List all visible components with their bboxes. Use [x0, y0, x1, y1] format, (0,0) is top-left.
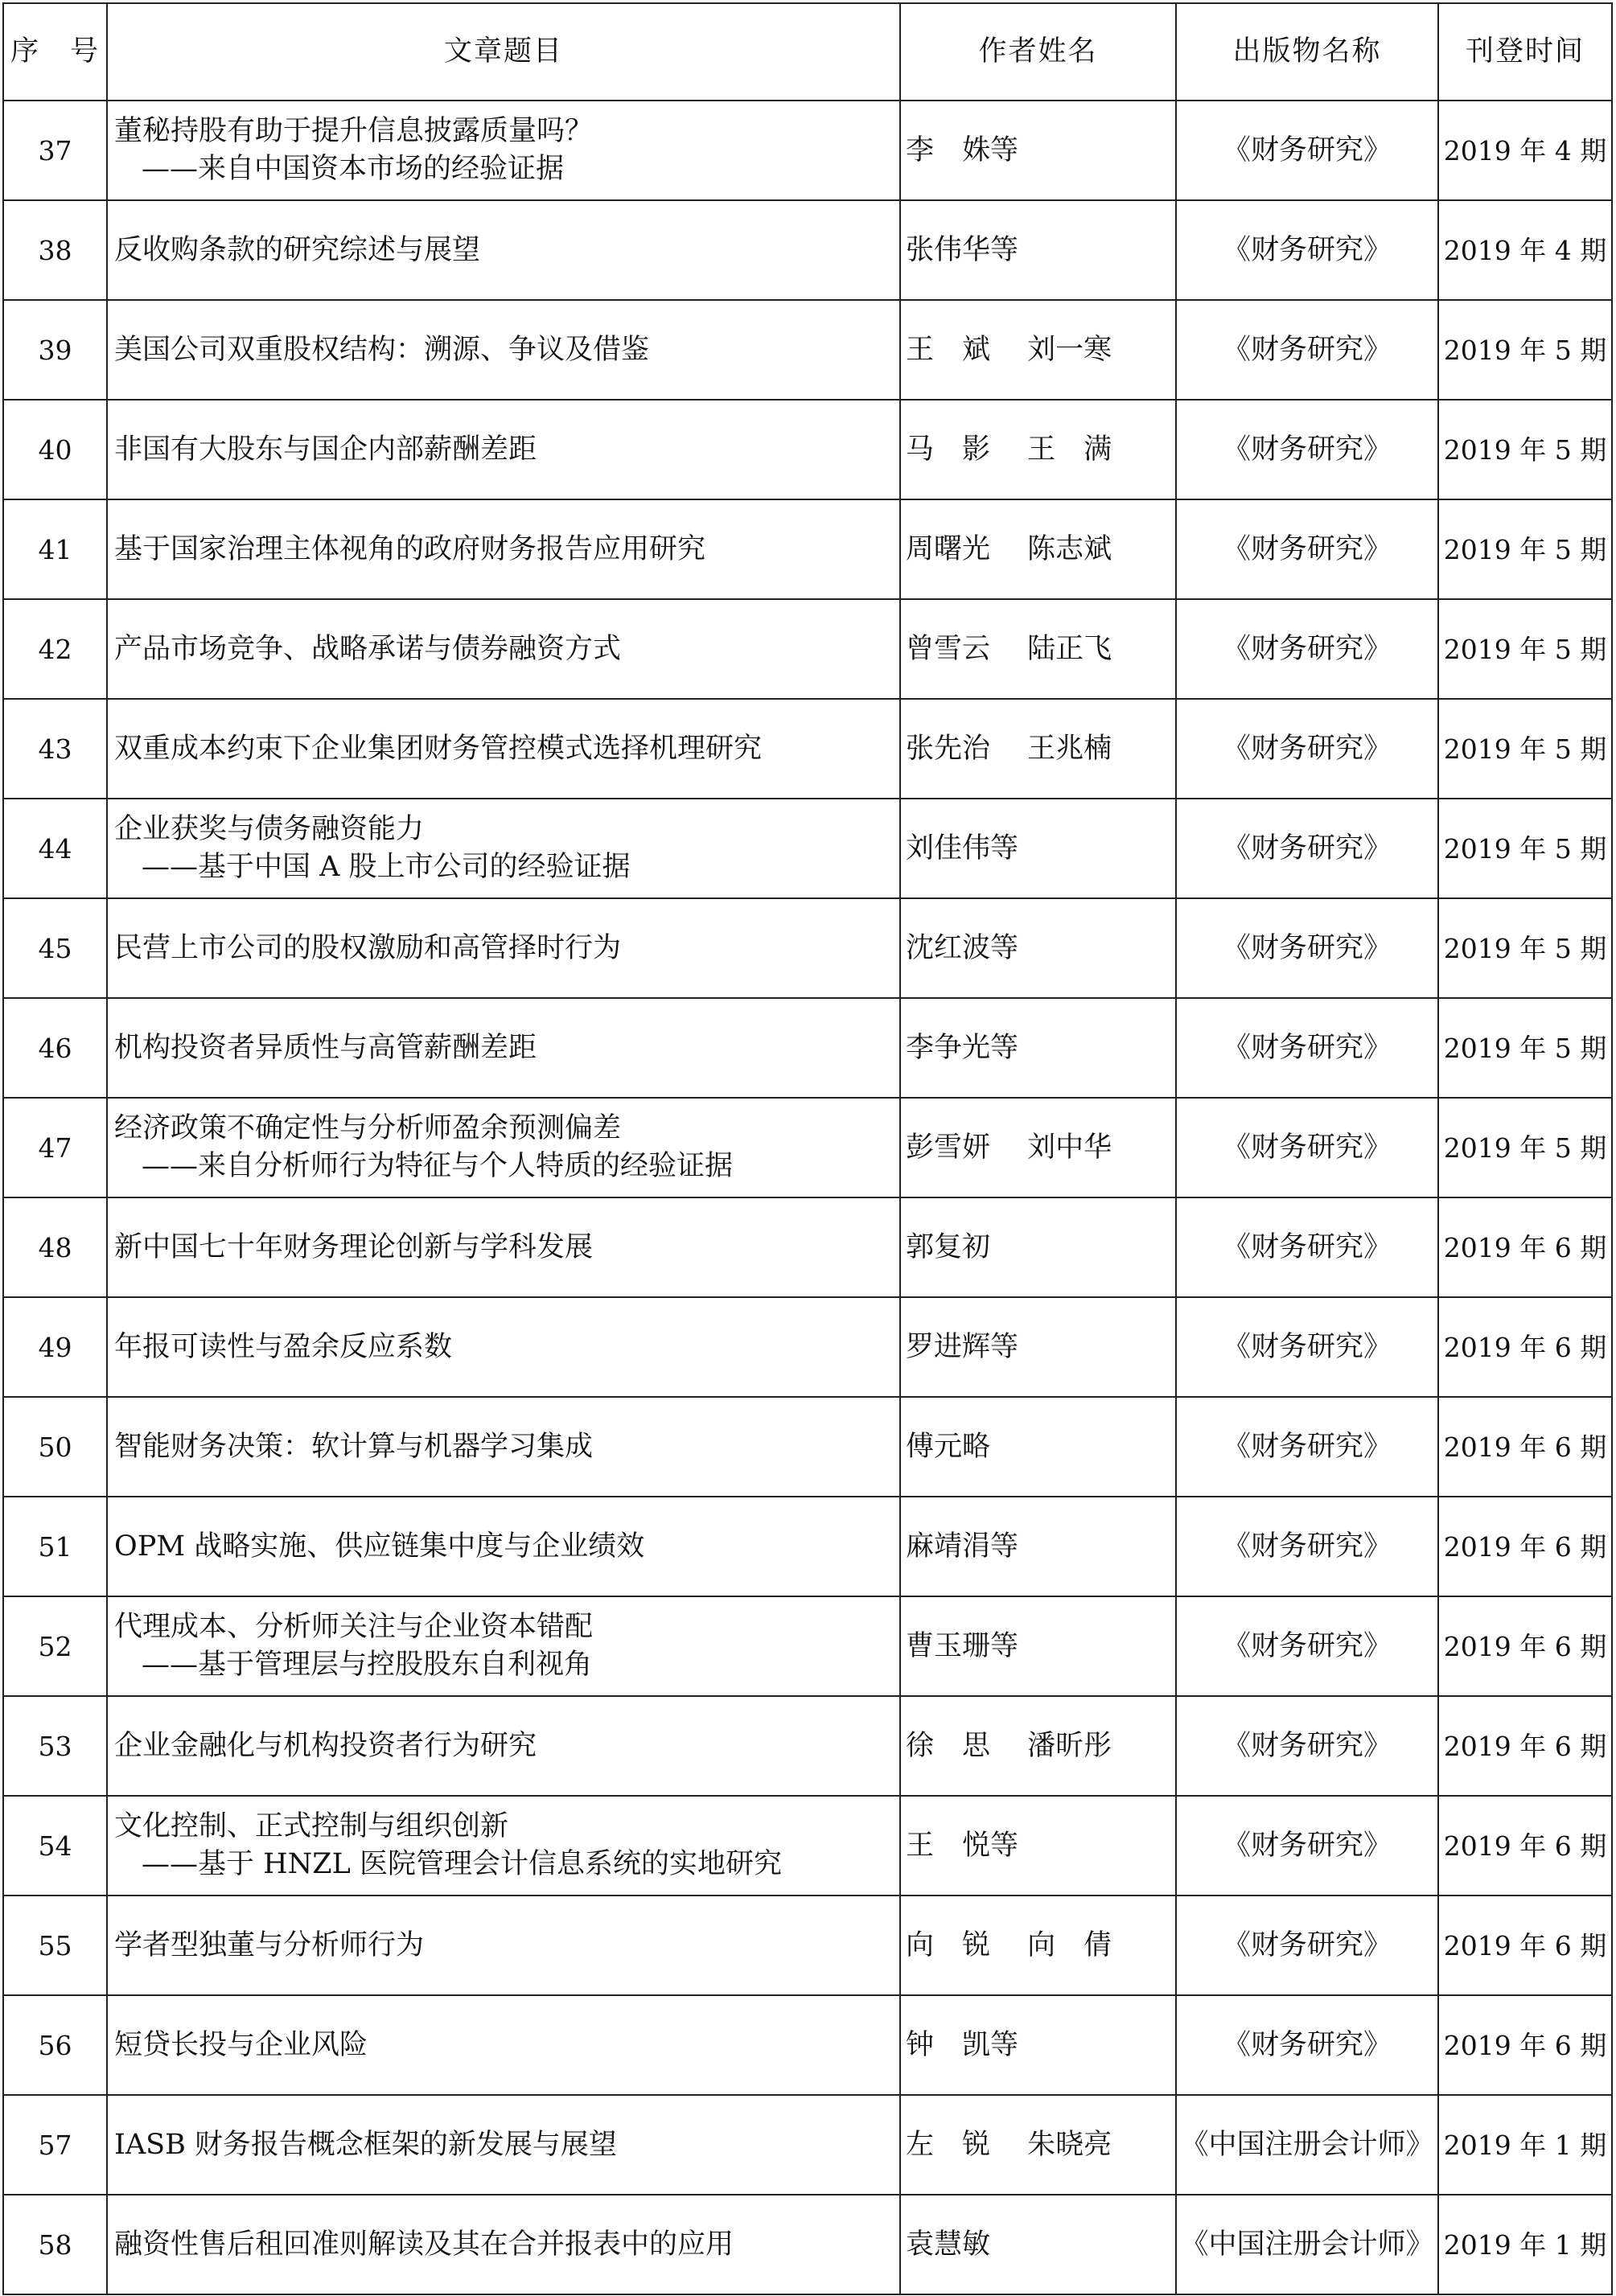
article-title-cell — [107, 699, 900, 799]
table-row — [3, 1098, 1612, 1197]
publication-name: 《财务研究》 — [1176, 699, 1438, 799]
row-number: 53 — [3, 1696, 107, 1796]
publish-date: 2019 年 6 期 — [1438, 1896, 1612, 1995]
author-name: 钟 凯等 — [900, 1995, 1176, 2095]
author-name: 王 斌 刘一寒 — [900, 300, 1176, 400]
article-title-cell — [107, 1397, 900, 1497]
article-title-cell — [107, 1596, 900, 1696]
publish-date: 2019 年 5 期 — [1438, 400, 1612, 499]
article-subtitle: ——基于 HNZL 医院管理会计信息系统的实地研究 — [142, 1848, 782, 1880]
article-title-cell — [107, 1098, 900, 1197]
publication-name: 《财务研究》 — [1176, 1397, 1438, 1497]
article-subtitle: ——基于管理层与控股股东自利视角 — [142, 1649, 593, 1681]
article-title: 文化控制、正式控制与组织创新 — [114, 1810, 509, 1842]
author-name: 曾雪云 陆正飞 — [900, 599, 1176, 699]
publication-name: 《财务研究》 — [1176, 1696, 1438, 1796]
article-title-cell — [107, 1696, 900, 1796]
table-row — [3, 599, 1612, 699]
article-title-cell — [107, 998, 900, 1098]
publication-name: 《中国注册会计师》 — [1176, 2095, 1438, 2195]
publish-date: 2019 年 5 期 — [1438, 699, 1612, 799]
table-row — [3, 799, 1612, 898]
table-row — [3, 499, 1612, 599]
article-title-cell — [107, 1896, 900, 1995]
publication-name: 《财务研究》 — [1176, 799, 1438, 898]
article-subtitle: ——基于中国 A 股上市公司的经验证据 — [142, 851, 631, 883]
table-row — [3, 1297, 1612, 1397]
row-number: 41 — [3, 499, 107, 599]
row-number: 52 — [3, 1596, 107, 1696]
article-title: 反收购条款的研究综述与展望 — [114, 233, 481, 266]
article-title: 基于国家治理主体视角的政府财务报告应用研究 — [114, 532, 706, 565]
author-name: 曹玉珊等 — [900, 1596, 1176, 1696]
table-row — [3, 898, 1612, 998]
row-number: 40 — [3, 400, 107, 499]
row-number: 48 — [3, 1197, 107, 1297]
publication-name: 《财务研究》 — [1176, 300, 1438, 400]
publication-name: 《财务研究》 — [1176, 1896, 1438, 1995]
article-title: 机构投资者异质性与高管薪酬差距 — [114, 1031, 537, 1064]
publication-name: 《财务研究》 — [1176, 1796, 1438, 1896]
article-title: 学者型独董与分析师行为 — [114, 1928, 425, 1961]
publish-date: 2019 年 6 期 — [1438, 1497, 1612, 1596]
author-name: 傅元略 — [900, 1397, 1176, 1497]
author-name: 张伟华等 — [900, 200, 1176, 300]
header-num: 序 号 — [3, 3, 107, 101]
row-number: 51 — [3, 1497, 107, 1596]
publish-date: 2019 年 6 期 — [1438, 1696, 1612, 1796]
author-name: 向 锐 向 倩 — [900, 1896, 1176, 1995]
publish-date: 2019 年 5 期 — [1438, 599, 1612, 699]
author-name: 徐 思 潘昕彤 — [900, 1696, 1176, 1796]
table-row — [3, 200, 1612, 300]
article-title: 智能财务决策：软计算与机器学习集成 — [114, 1430, 594, 1463]
row-number: 46 — [3, 998, 107, 1098]
publication-name: 《财务研究》 — [1176, 1197, 1438, 1297]
article-title: 代理成本、分析师关注与企业资本错配 — [114, 1611, 594, 1643]
header-row — [3, 3, 1612, 101]
article-title-cell — [107, 2195, 900, 2294]
table-row — [3, 1596, 1612, 1696]
publish-date: 2019 年 6 期 — [1438, 1397, 1612, 1497]
row-number: 47 — [3, 1098, 107, 1197]
article-title-cell — [107, 1197, 900, 1297]
header-date: 刊登时间 — [1438, 3, 1612, 101]
table-row — [3, 400, 1612, 499]
table-row — [3, 1197, 1612, 1297]
row-number: 37 — [3, 101, 107, 200]
article-title: 年报可读性与盈余反应系数 — [114, 1330, 453, 1363]
row-number: 54 — [3, 1796, 107, 1896]
author-name: 沈红波等 — [900, 898, 1176, 998]
article-title-cell — [107, 1995, 900, 2095]
table-row — [3, 1995, 1612, 2095]
publish-date: 2019 年 6 期 — [1438, 1995, 1612, 2095]
publication-name: 《财务研究》 — [1176, 1596, 1438, 1696]
header-title: 文章题目 — [107, 3, 900, 101]
row-number: 55 — [3, 1896, 107, 1995]
publication-name: 《财务研究》 — [1176, 499, 1438, 599]
publish-date: 2019 年 5 期 — [1438, 300, 1612, 400]
article-title: 双重成本约束下企业集团财务管控模式选择机理研究 — [114, 732, 763, 765]
publication-name: 《财务研究》 — [1176, 998, 1438, 1098]
publication-name: 《财务研究》 — [1176, 599, 1438, 699]
article-title-cell — [107, 898, 900, 998]
table-row — [3, 2095, 1612, 2195]
author-name: 麻靖涓等 — [900, 1497, 1176, 1596]
header-publication: 出版物名称 — [1176, 3, 1438, 101]
author-name: 左 锐 朱晓亮 — [900, 2095, 1176, 2195]
row-number: 45 — [3, 898, 107, 998]
article-subtitle: ——来自分析师行为特征与个人特质的经验证据 — [142, 1150, 734, 1182]
table-row — [3, 998, 1612, 1098]
publish-date: 2019 年 6 期 — [1438, 1197, 1612, 1297]
article-title: 经济政策不确定性与分析师盈余预测偏差 — [114, 1112, 622, 1144]
publication-name: 《财务研究》 — [1176, 400, 1438, 499]
publish-date: 2019 年 6 期 — [1438, 1796, 1612, 1896]
article-title-cell — [107, 2095, 900, 2195]
row-number: 42 — [3, 599, 107, 699]
publication-name: 《财务研究》 — [1176, 1497, 1438, 1596]
article-title: 非国有大股东与国企内部薪酬差距 — [114, 433, 537, 466]
article-title-cell — [107, 499, 900, 599]
row-number: 49 — [3, 1297, 107, 1397]
publish-date: 2019 年 5 期 — [1438, 1098, 1612, 1197]
article-table — [2, 2, 1613, 2295]
article-title: 企业金融化与机构投资者行为研究 — [114, 1729, 537, 1762]
article-title-cell — [107, 1796, 900, 1896]
table-header — [3, 3, 1612, 101]
article-title: 企业获奖与债务融资能力 — [114, 813, 425, 845]
author-name: 袁慧敏 — [900, 2195, 1176, 2294]
publication-name: 《财务研究》 — [1176, 1297, 1438, 1397]
table-body — [3, 101, 1612, 2294]
article-title-cell — [107, 1297, 900, 1397]
table-row — [3, 1896, 1612, 1995]
publish-date: 2019 年 5 期 — [1438, 998, 1612, 1098]
author-name: 马 影 王 满 — [900, 400, 1176, 499]
table-row — [3, 1497, 1612, 1596]
publish-date: 2019 年 4 期 — [1438, 101, 1612, 200]
publish-date: 2019 年 5 期 — [1438, 898, 1612, 998]
publication-name: 《财务研究》 — [1176, 1995, 1438, 2095]
table-row — [3, 1397, 1612, 1497]
article-title: 民营上市公司的股权激励和高管择时行为 — [114, 931, 622, 964]
author-name: 李 姝等 — [900, 101, 1176, 200]
article-title-cell — [107, 799, 900, 898]
author-name: 彭雪妍 刘中华 — [900, 1098, 1176, 1197]
article-title: 融资性售后租回准则解读及其在合并报表中的应用 — [114, 2228, 734, 2261]
article-subtitle: ——来自中国资本市场的经验证据 — [142, 153, 565, 185]
article-title: OPM 战略实施、供应链集中度与企业绩效 — [114, 1530, 645, 1563]
publication-name: 《财务研究》 — [1176, 101, 1438, 200]
article-title: 短贷长投与企业风险 — [114, 2028, 368, 2061]
header-author: 作者姓名 — [900, 3, 1176, 101]
row-number: 58 — [3, 2195, 107, 2294]
article-title-cell — [107, 400, 900, 499]
publish-date: 2019 年 5 期 — [1438, 799, 1612, 898]
table-row — [3, 1796, 1612, 1896]
article-title-cell — [107, 1497, 900, 1596]
article-title-cell — [107, 300, 900, 400]
publication-name: 《中国注册会计师》 — [1176, 2195, 1438, 2294]
article-title-cell — [107, 200, 900, 300]
article-title: 董秘持股有助于提升信息披露质量吗？ — [114, 115, 594, 147]
publish-date: 2019 年 5 期 — [1438, 499, 1612, 599]
article-title: 美国公司双重股权结构：溯源、争议及借鉴 — [114, 333, 650, 366]
table-row — [3, 300, 1612, 400]
row-number: 50 — [3, 1397, 107, 1497]
author-name: 刘佳伟等 — [900, 799, 1176, 898]
row-number: 56 — [3, 1995, 107, 2095]
row-number: 38 — [3, 200, 107, 300]
table-row — [3, 1696, 1612, 1796]
author-name: 李争光等 — [900, 998, 1176, 1098]
author-name: 张先治 王兆楠 — [900, 699, 1176, 799]
row-number: 57 — [3, 2095, 107, 2195]
row-number: 44 — [3, 799, 107, 898]
publish-date: 2019 年 6 期 — [1438, 1297, 1612, 1397]
publication-name: 《财务研究》 — [1176, 200, 1438, 300]
publish-date: 2019 年 4 期 — [1438, 200, 1612, 300]
table-row — [3, 2195, 1612, 2294]
article-title: 新中国七十年财务理论创新与学科发展 — [114, 1230, 594, 1263]
article-title: IASB 财务报告概念框架的新发展与展望 — [114, 2128, 617, 2161]
article-title-cell — [107, 101, 900, 200]
publish-date: 2019 年 6 期 — [1438, 1596, 1612, 1696]
row-number: 39 — [3, 300, 107, 400]
article-title: 产品市场竞争、战略承诺与债券融资方式 — [114, 632, 622, 665]
author-name: 罗进辉等 — [900, 1297, 1176, 1397]
article-title-cell — [107, 599, 900, 699]
row-number: 43 — [3, 699, 107, 799]
publish-date: 2019 年 1 期 — [1438, 2095, 1612, 2195]
table-row — [3, 101, 1612, 200]
table-row — [3, 699, 1612, 799]
author-name: 王 悦等 — [900, 1796, 1176, 1896]
publish-date: 2019 年 1 期 — [1438, 2195, 1612, 2294]
publication-name: 《财务研究》 — [1176, 898, 1438, 998]
publication-name: 《财务研究》 — [1176, 1098, 1438, 1197]
author-name: 郭复初 — [900, 1197, 1176, 1297]
author-name: 周曙光 陈志斌 — [900, 499, 1176, 599]
